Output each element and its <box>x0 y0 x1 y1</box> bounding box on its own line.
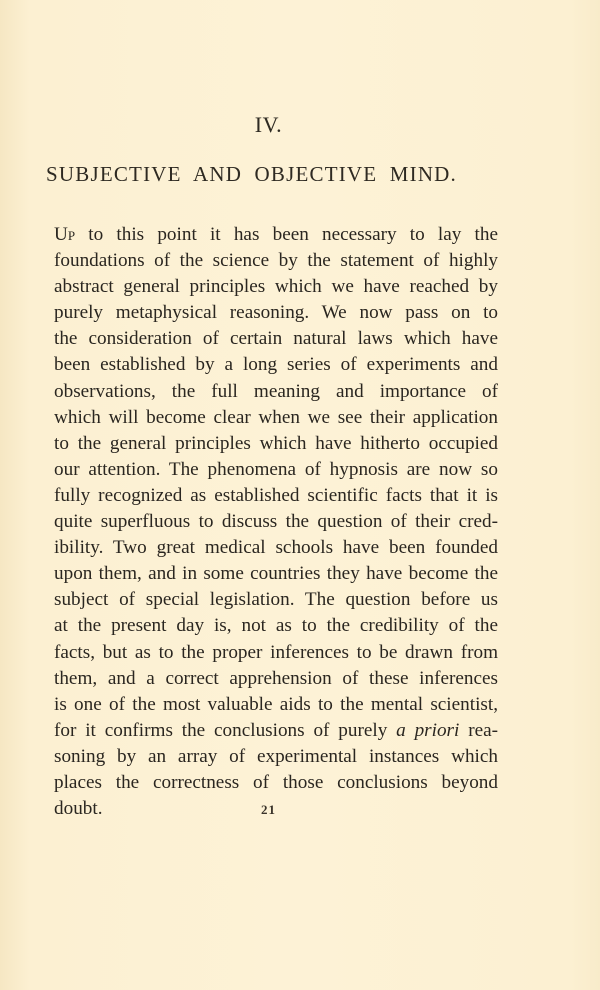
text-line: purely metaphysical reasoning. We now pass on to <box>54 302 498 324</box>
text-line: ibility. Two great medical schools have been founded <box>54 537 498 559</box>
text-line: fully recognized as established scientific facts that it is <box>54 484 498 506</box>
text-line-with-italic <box>54 718 498 744</box>
text-segment: rea- <box>459 719 499 741</box>
page-number: 21 <box>261 802 276 817</box>
text-line: them, and a correct apprehension of these inferences <box>54 667 498 689</box>
text-line: our attention. The phenomena of hypnosis are now so <box>54 458 498 480</box>
text-line-content: to this point it has been necessary to lay the <box>75 224 498 245</box>
text-line: observations, the full meaning and importance of <box>54 380 498 402</box>
text-line: upon them, and in some countries they have become the <box>54 563 498 585</box>
text-line: quite superfluous to discuss the question of their cred- <box>54 511 498 533</box>
text-line: the consideration of certain natural laws which have <box>54 328 498 350</box>
text-line: facts, but as to the proper inferences to be drawn from <box>54 641 498 663</box>
text-line: foundations of the science by the statement of highly <box>54 250 498 272</box>
text-line: subject of special legislation. The question before us <box>54 589 498 611</box>
text-line: to the general principles which have hitherto occupied <box>54 432 498 454</box>
text-line-final: doubt. <box>54 798 103 820</box>
text-line: places the correctness of those conclusions beyond <box>54 771 498 793</box>
body-paragraph <box>54 222 498 822</box>
text-line: been established by a long series of experiments and <box>54 354 498 376</box>
text-line: at the present day is, not as to the credibility of the <box>54 615 498 637</box>
text-line: abstract general principles which we have reached by <box>54 276 498 298</box>
text-segment: for it confirms the conclusions of purely <box>54 719 397 741</box>
text-line <box>54 222 498 248</box>
chapter-title: SUBJECTIVE AND OBJECTIVE MIND. <box>46 162 457 186</box>
first-word-smallcaps: Up <box>54 224 76 245</box>
text-line: which will become clear when we see their application <box>54 406 498 428</box>
italic-phrase: a priori <box>396 719 460 741</box>
chapter-number: IV. <box>254 112 283 137</box>
text-line: is one of the most valuable aids to the mental scientist, <box>54 693 498 715</box>
text-line: soning by an array of experimental instances which <box>54 745 498 767</box>
